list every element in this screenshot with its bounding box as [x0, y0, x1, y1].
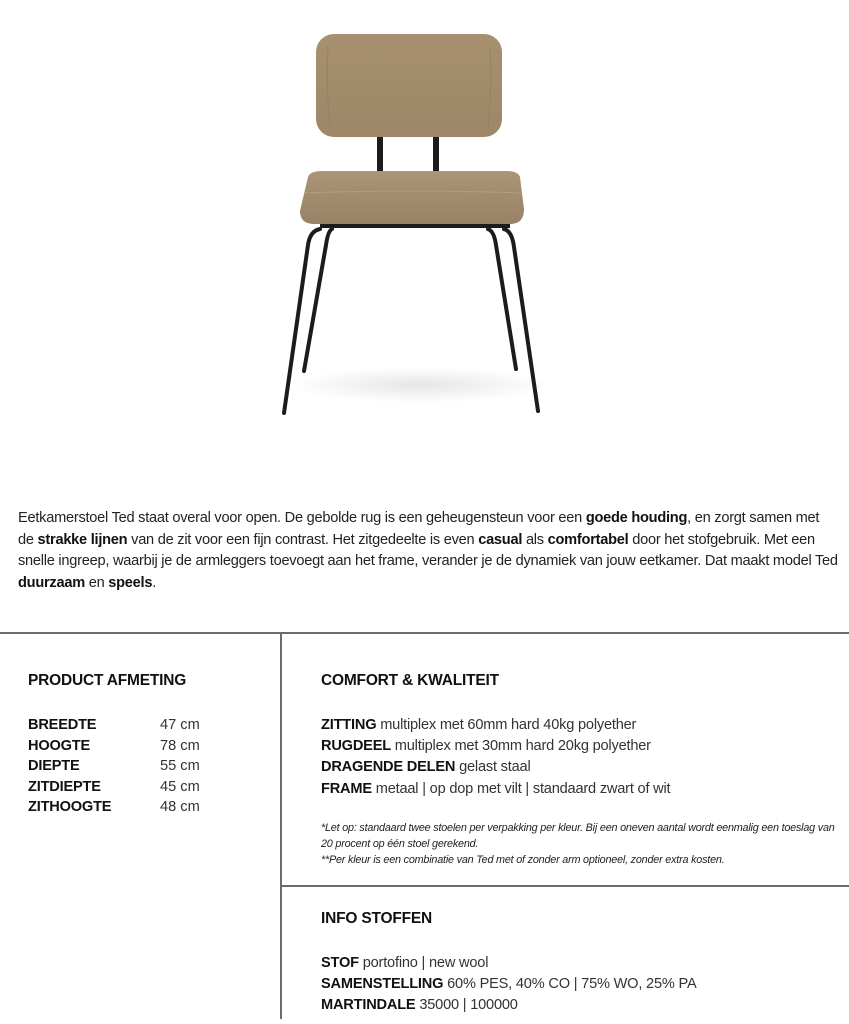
- dimension-row: [28, 756, 200, 777]
- dimension-value: 48 cm: [160, 799, 200, 816]
- chair-seat: [300, 171, 524, 224]
- comfort-list: [321, 715, 670, 800]
- dimension-value: 78 cm: [160, 737, 200, 754]
- fabric-row: [321, 995, 697, 1016]
- description-text: als: [522, 531, 548, 548]
- comfort-label: DRAGENDE DELEN: [321, 759, 456, 776]
- comfort-value: gelast staal: [455, 759, 531, 776]
- dimension-label: ZITHOOGTE: [28, 799, 112, 816]
- fabric-label: MARTINDALE: [321, 997, 416, 1014]
- note-packaging: *Let op: standaard twee stoelen per verpakking per kleur. Bij een oneven aantal wordt eenmalig een toeslag van 20 procent op één stoel gerekend.: [321, 822, 835, 850]
- comfort-row: [321, 779, 670, 800]
- comfort-row: [321, 736, 670, 757]
- description-emphasis: duurzaam: [18, 574, 85, 591]
- fabric-row: [321, 953, 697, 974]
- comfort-title: COMFORT & KWALITEIT: [321, 672, 499, 689]
- dimension-row: [28, 736, 200, 757]
- fabric-label: STOF: [321, 955, 359, 971]
- description-emphasis: comfortabel: [547, 531, 629, 548]
- dimension-label: ZITDIEPTE: [28, 778, 101, 795]
- comfort-value: multiplex met 60mm hard 40kg polyether: [376, 717, 637, 733]
- comfort-label: FRAME: [321, 780, 372, 797]
- comfort-label: ZITTING: [321, 717, 377, 733]
- dimension-label: HOOGTE: [28, 737, 91, 754]
- dimension-row: [28, 797, 200, 818]
- chair-illustration: [270, 25, 570, 425]
- product-image: [270, 25, 570, 425]
- comfort-notes: [321, 821, 846, 868]
- floor-shadow: [290, 367, 550, 403]
- dimension-value: 55 cm: [160, 758, 200, 775]
- divider-vertical: [280, 633, 282, 1019]
- description-text: , en zorgt samen met de: [18, 510, 820, 548]
- fabric-row: [321, 974, 697, 995]
- chair-leg: [488, 229, 516, 369]
- chair-back-post: [377, 137, 383, 173]
- fabric-value: 60% PES, 40% CO | 75% WO, 25% PA: [443, 976, 697, 993]
- description-text: door het stofgebruik. Met een snelle ingreep, waarbij je de armleggers toevoegt aan het frame, verander je de dynamiek van jouw eetkamer. Dat maakt model Ted: [18, 531, 838, 569]
- fabric-label: SAMENSTELLING: [321, 976, 444, 993]
- product-description: [18, 508, 838, 594]
- dimension-value: 47 cm: [160, 717, 200, 733]
- chair-backrest: [316, 34, 502, 137]
- description-emphasis: casual: [478, 531, 523, 548]
- divider-top: [0, 632, 849, 634]
- description-text: .: [152, 574, 157, 591]
- chair-back-post: [433, 137, 439, 173]
- dimension-value: 45 cm: [160, 778, 200, 795]
- description-text: Eetkamerstoel Ted staat overal voor open. De gebolde rug is een geheugensteun voor een: [18, 510, 586, 526]
- dimension-row: [28, 777, 200, 798]
- comfort-label: RUGDEEL: [321, 738, 391, 755]
- description-text: en: [84, 574, 109, 591]
- description-emphasis: strakke lijnen: [37, 531, 128, 548]
- dimension-row: [28, 715, 200, 736]
- dimension-label: BREEDTE: [28, 717, 97, 733]
- comfort-value: metaal | op dop met vilt | standaard zwart of wit: [371, 780, 671, 797]
- description-emphasis: goede houding: [585, 510, 688, 526]
- fabric-value: portofino | new wool: [358, 955, 489, 971]
- dimension-label: DIEPTE: [28, 758, 80, 775]
- fabric-value: 35000 | 100000: [415, 997, 518, 1014]
- dimensions-title: PRODUCT AFMETING: [28, 672, 187, 689]
- comfort-row: [321, 715, 670, 736]
- dimensions-list: [28, 715, 200, 818]
- note-arm-option: **Per kleur is een combinatie van Ted met of zonder arm optioneel, zonder extra kosten.: [321, 853, 725, 866]
- comfort-value: multiplex met 30mm hard 20kg polyether: [390, 738, 651, 755]
- fabrics-list: [321, 953, 697, 1017]
- description-text: van de zit voor een fijn contrast. Het zitgedeelte is even: [127, 531, 479, 548]
- chair-frame-rail: [320, 224, 510, 228]
- description-emphasis: speels: [108, 574, 153, 591]
- comfort-row: [321, 757, 670, 778]
- divider-middle: [281, 885, 849, 887]
- fabrics-title: INFO STOFFEN: [321, 910, 432, 927]
